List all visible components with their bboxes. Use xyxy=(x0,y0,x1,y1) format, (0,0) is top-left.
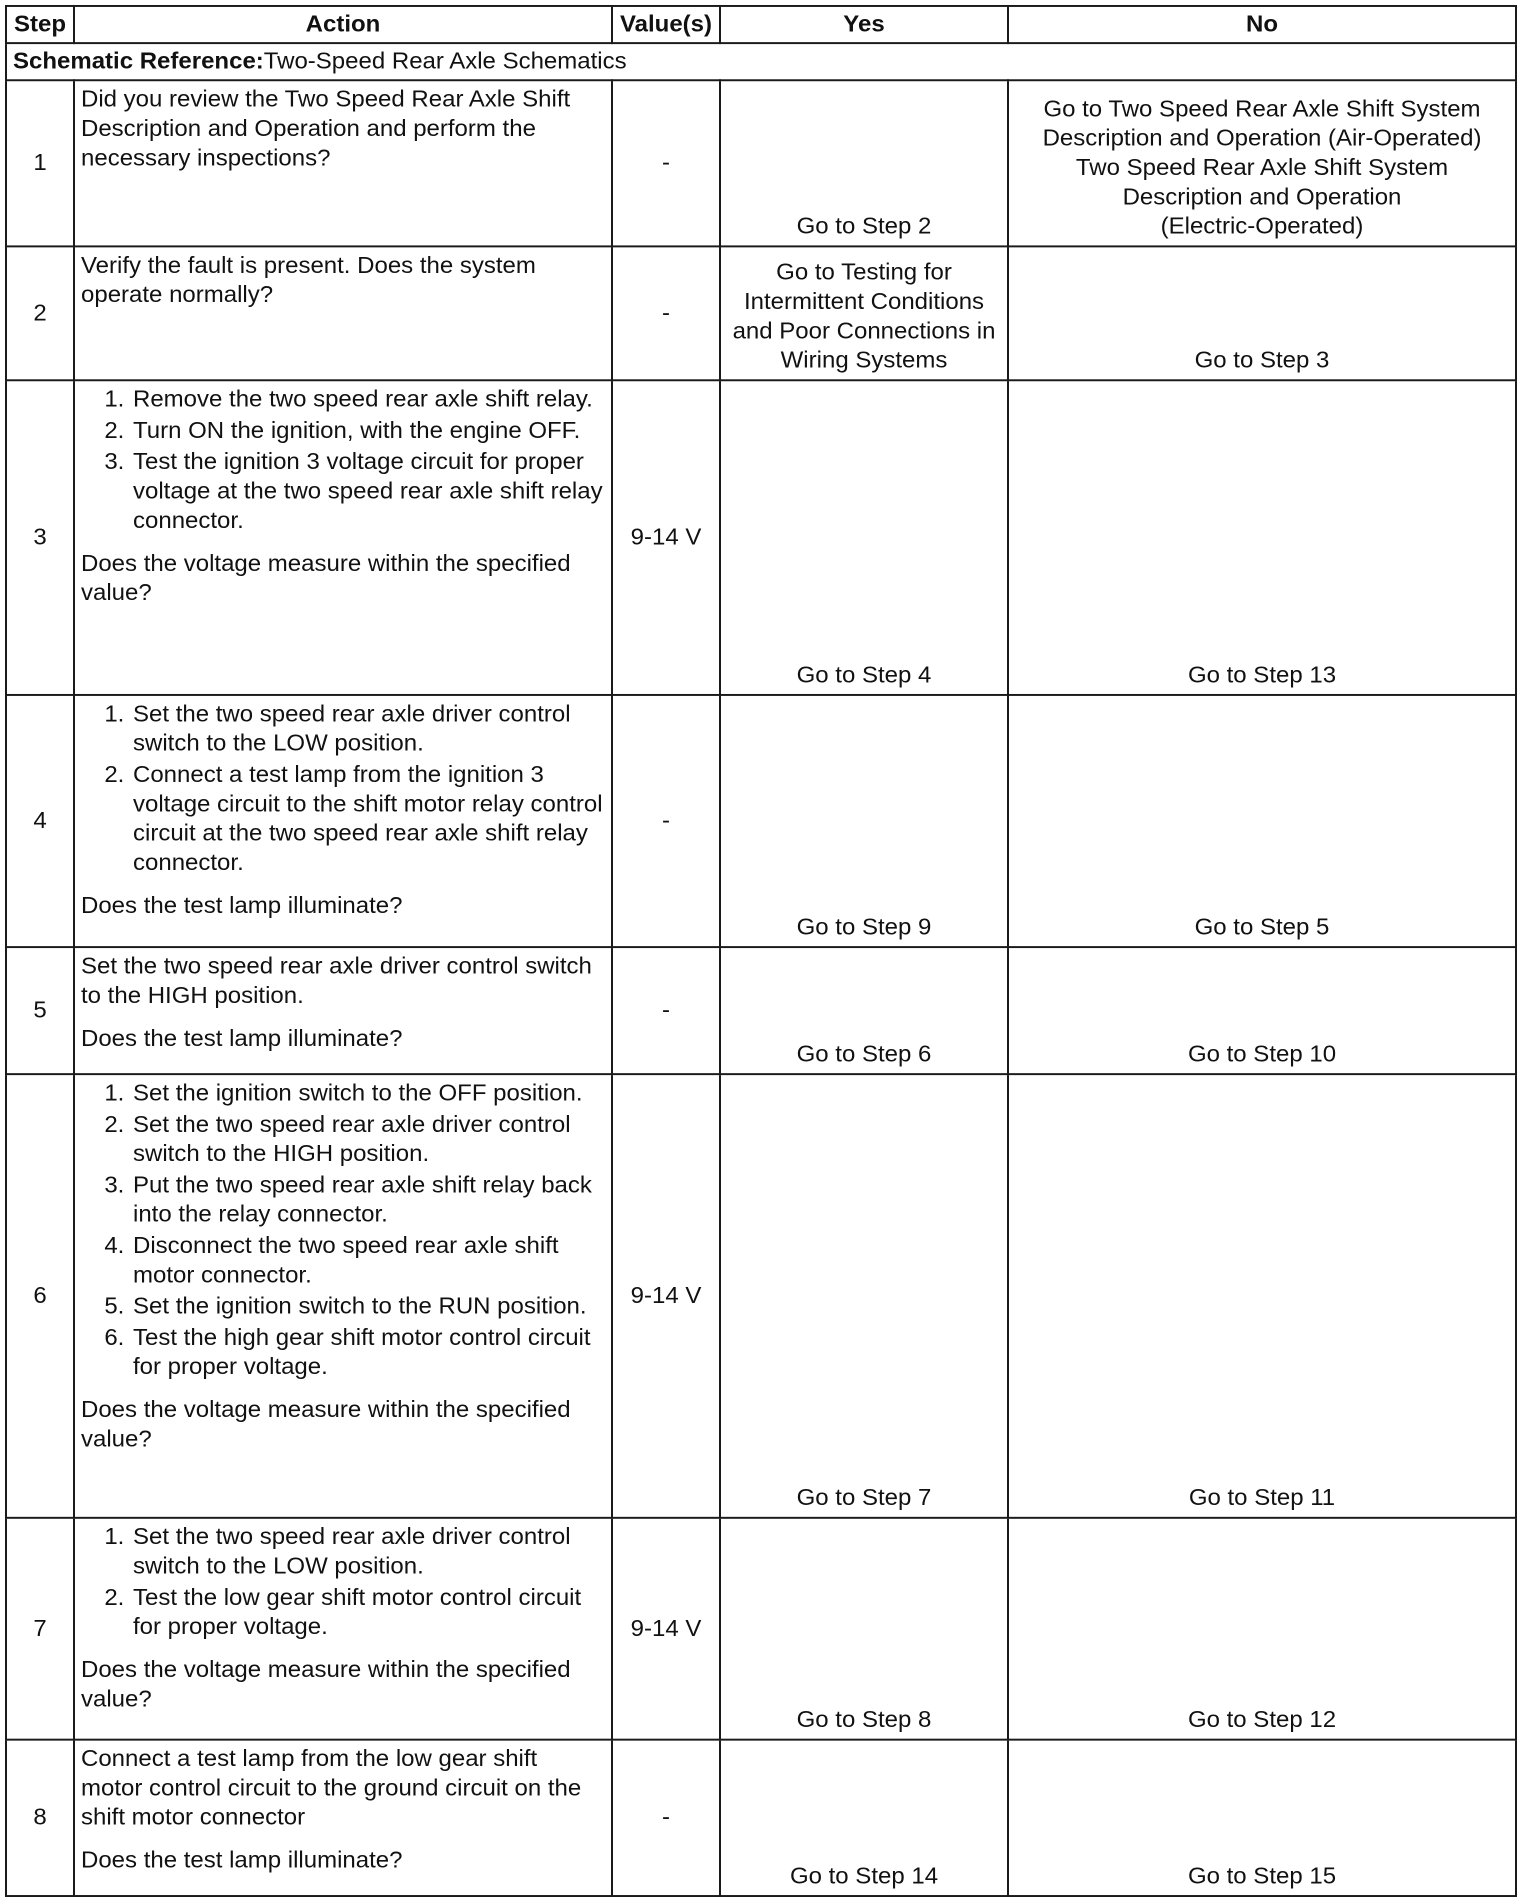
yes-link-line[interactable]: and Poor Connections in xyxy=(732,317,996,345)
no-link-line[interactable]: Description and Operation xyxy=(1122,183,1402,211)
step-number: 5 xyxy=(6,947,74,1074)
action-question: Does the test lamp illuminate? xyxy=(81,1025,403,1052)
yes-link[interactable]: Go to Step 14 xyxy=(789,1862,939,1890)
value-cell: - xyxy=(612,1740,720,1896)
header-step: Step xyxy=(6,6,74,43)
action-question: Does the voltage measure within the specified value? xyxy=(81,1656,571,1713)
yes-cell xyxy=(720,947,1008,1074)
yes-link-line[interactable]: Wiring Systems xyxy=(780,347,948,374)
action-steps-list xyxy=(81,385,605,536)
action-cell xyxy=(74,695,612,947)
no-cell xyxy=(1008,695,1516,947)
action-step: 1. Set the two speed rear axle driver control switch to the LOW position. xyxy=(131,700,605,759)
action-step: 2. Test the low gear shift motor control circuit for proper voltage. xyxy=(131,1583,605,1642)
schematic-link[interactable]: Two-Speed Rear Axle Schematics xyxy=(263,48,627,75)
schematic-reference xyxy=(6,43,1516,80)
action-cell xyxy=(74,1740,612,1896)
step-number: 7 xyxy=(6,1518,74,1740)
no-link[interactable]: Go to Step 15 xyxy=(1187,1862,1337,1890)
step-number: 6 xyxy=(6,1074,74,1518)
action-text: Verify the fault is present. Does the system operate normally? xyxy=(81,252,536,308)
step-number: 4 xyxy=(6,695,74,947)
no-link[interactable]: Go to Step 11 xyxy=(1188,1484,1336,1511)
action-cell xyxy=(74,246,612,380)
schematic-label: Schematic Reference: xyxy=(13,48,264,75)
value-cell: 9-14 V xyxy=(612,380,720,695)
no-cell xyxy=(1008,1074,1516,1518)
action-step: 6. Test the high gear shift motor control circuit for proper voltage. xyxy=(131,1323,605,1382)
action-cell xyxy=(74,80,612,246)
table-row xyxy=(6,380,1516,695)
table-row xyxy=(6,1740,1516,1896)
action-cell xyxy=(74,947,612,1074)
action-step: 2. Set the two speed rear axle driver control switch to the HIGH position. xyxy=(131,1110,605,1169)
yes-cell xyxy=(720,1740,1008,1896)
diagnostic-table xyxy=(5,5,1517,1897)
no-link[interactable]: Go to Step 12 xyxy=(1187,1706,1337,1733)
action-text: Set the two speed rear axle driver control switch to the HIGH position. xyxy=(81,952,592,1009)
no-cell xyxy=(1008,947,1516,1074)
yes-link[interactable]: Go to Step 7 xyxy=(796,1484,932,1511)
no-link[interactable]: Go to Step 3 xyxy=(1194,347,1330,374)
action-step: 4. Disconnect the two speed rear axle shift motor connector. xyxy=(131,1231,605,1290)
action-steps-list xyxy=(81,1523,605,1642)
action-steps-list xyxy=(81,700,605,878)
table-row xyxy=(6,1518,1516,1740)
no-link-line[interactable]: Description and Operation (Air-Operated) xyxy=(1042,125,1482,152)
yes-link[interactable]: Go to Step 8 xyxy=(796,1706,932,1733)
yes-cell xyxy=(720,1518,1008,1740)
no-cell xyxy=(1008,1518,1516,1740)
action-step: 1. Set the ignition switch to the OFF position. xyxy=(131,1079,605,1108)
action-step: 3. Put the two speed rear axle shift relay back into the relay connector. xyxy=(131,1171,605,1230)
yes-link[interactable]: Go to Step 9 xyxy=(796,913,932,941)
action-question: Does the test lamp illuminate? xyxy=(81,1847,403,1874)
no-cell xyxy=(1008,1740,1516,1896)
action-step: 2. Connect a test lamp from the ignition 3 voltage circuit to the shift motor relay control circuit at the two speed rear axle shift relay connector. xyxy=(131,760,605,877)
action-step: 2. Turn ON the ignition, with the engine OFF. xyxy=(131,416,605,445)
action-question: Does the voltage measure within the specified value? xyxy=(81,1396,571,1453)
value-cell: 9-14 V xyxy=(612,1518,720,1740)
action-step: 5. Set the ignition switch to the RUN position. xyxy=(131,1292,605,1321)
yes-cell xyxy=(720,80,1008,246)
no-cell xyxy=(1008,80,1516,246)
action-step: 3. Test the ignition 3 voltage circuit for proper voltage at the two speed rear axle shift relay connector. xyxy=(131,448,605,536)
no-link[interactable]: Go to Step 10 xyxy=(1187,1040,1337,1068)
action-cell xyxy=(74,1518,612,1740)
value-cell: - xyxy=(612,80,720,246)
value-cell: - xyxy=(612,695,720,947)
value-cell: 9-14 V xyxy=(612,1074,720,1518)
table-row xyxy=(6,246,1516,380)
no-link-line[interactable]: Two Speed Rear Axle Shift System xyxy=(1075,154,1449,181)
header-yes: Yes xyxy=(720,6,1008,43)
header-no: No xyxy=(1008,6,1516,43)
no-link[interactable]: Go to Step 13 xyxy=(1187,661,1337,689)
action-cell xyxy=(74,1074,612,1518)
yes-link[interactable]: Go to Step 4 xyxy=(796,661,932,689)
header-action: Action xyxy=(74,6,612,43)
action-step: 1. Remove the two speed rear axle shift relay. xyxy=(131,385,605,414)
no-link-line[interactable]: (Electric-Operated) xyxy=(1160,213,1364,240)
yes-cell xyxy=(720,246,1008,380)
no-cell xyxy=(1008,380,1516,695)
no-cell xyxy=(1008,246,1516,380)
table-row xyxy=(6,695,1516,947)
value-cell: - xyxy=(612,246,720,380)
action-text: Connect a test lamp from the low gear shift motor control circuit to the ground circuit on the shift motor connector xyxy=(81,1745,582,1831)
diagnostic-table-page xyxy=(5,5,1515,1890)
no-link[interactable]: Go to Step 5 xyxy=(1194,913,1330,941)
yes-link-line[interactable]: Go to Testing for xyxy=(776,259,952,286)
yes-link[interactable]: Go to Step 2 xyxy=(796,213,932,240)
yes-cell xyxy=(720,380,1008,695)
table-row xyxy=(6,947,1516,1074)
action-cell xyxy=(74,380,612,695)
yes-cell xyxy=(720,695,1008,947)
value-cell: - xyxy=(612,947,720,1074)
step-number: 2 xyxy=(6,246,74,380)
action-steps-list xyxy=(81,1079,605,1382)
yes-cell xyxy=(720,1074,1008,1518)
yes-link[interactable]: Go to Step 6 xyxy=(796,1040,932,1068)
step-number: 3 xyxy=(6,380,74,695)
action-question: Does the voltage measure within the specified value? xyxy=(81,550,571,607)
step-number: 8 xyxy=(6,1740,74,1896)
action-text: Did you review the Two Speed Rear Axle Shift Description and Operation and perform the necessary inspections? xyxy=(81,86,571,172)
header-row xyxy=(6,6,1516,43)
action-question: Does the test lamp illuminate? xyxy=(81,892,403,919)
schematic-reference-row xyxy=(6,43,1516,80)
header-values: Value(s) xyxy=(612,6,720,43)
step-number: 1 xyxy=(6,80,74,246)
table-row xyxy=(6,1074,1516,1518)
no-link-line[interactable]: Go to Two Speed Rear Axle Shift System xyxy=(1043,95,1481,123)
yes-link-line[interactable]: Intermittent Conditions xyxy=(743,288,985,315)
action-step: 1. Set the two speed rear axle driver control switch to the LOW position. xyxy=(131,1523,605,1582)
table-row xyxy=(6,80,1516,246)
